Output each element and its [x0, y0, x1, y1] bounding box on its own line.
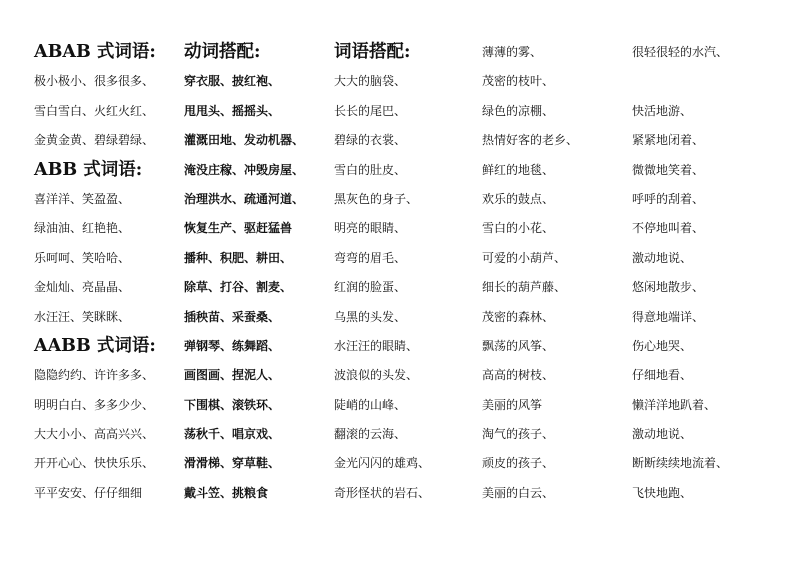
word-line: 滑滑梯、穿草鞋、	[184, 456, 281, 471]
word-line: 不停地叫着、	[632, 221, 705, 236]
word-line: 欢乐的鼓点、	[482, 191, 555, 206]
word-line: 弹钢琴、练舞蹈、	[184, 338, 281, 353]
section-heading-abab: ABAB 式词语:	[34, 42, 156, 62]
word-line: 得意地端详、	[632, 309, 705, 324]
word-line: 细长的葫芦藤、	[482, 280, 567, 295]
word-line: 可爱的小葫芦、	[482, 250, 567, 265]
word-line: 仔细地看、	[632, 368, 693, 383]
word-line: 淘气的孩子、	[482, 427, 555, 442]
column-word-patterns	[34, 38, 156, 508]
word-line: 激动地说、	[632, 427, 693, 442]
word-line: 茂密的森林、	[482, 309, 555, 324]
section-heading-verb-collocations: 动词搭配:	[184, 42, 261, 62]
word-line: 乌黑的头发、	[334, 309, 407, 324]
word-line	[632, 67, 728, 96]
word-line: 茂密的枝叶、	[482, 74, 555, 89]
column-phrase-collocations	[334, 38, 430, 508]
word-line: 乐呵呵、笑哈哈、	[34, 250, 131, 265]
word-line: 红润的脸蛋、	[334, 280, 407, 295]
word-line: 鲜红的地毯、	[482, 162, 555, 177]
word-line: 平平安安、仔仔细细	[34, 485, 143, 500]
word-line: 碧绿的衣裳、	[334, 133, 407, 148]
word-line: 下围棋、滚铁环、	[184, 397, 281, 412]
word-line: 薄薄的雾、	[482, 45, 543, 59]
word-line: 激动地说、	[632, 250, 693, 265]
word-line: 水汪汪的眼睛、	[334, 338, 419, 353]
word-line: 穿衣服、披红袍、	[184, 74, 281, 89]
word-line: 奇形怪状的岩石、	[334, 485, 431, 500]
word-line: 很轻很轻的水汽、	[632, 45, 729, 59]
word-line: 绿油油、红艳艳、	[34, 221, 131, 236]
word-line: 插秧苗、采蚕桑、	[184, 309, 281, 324]
word-line: 快活地游、	[632, 103, 693, 118]
word-line: 悠闲地散步、	[632, 280, 705, 295]
word-line: 呼呼的刮着、	[632, 191, 705, 206]
word-line: 极小极小、很多很多、	[34, 74, 155, 89]
word-line: 金灿灿、亮晶晶、	[34, 280, 131, 295]
word-line: 微微地笑着、	[632, 162, 705, 177]
word-line: 波浪似的头发、	[334, 368, 419, 383]
word-line: 紧紧地闭着、	[632, 133, 705, 148]
word-line: 明亮的眼睛、	[334, 221, 407, 236]
word-line: 顽皮的孩子、	[482, 456, 555, 471]
section-heading-phrase-collocations: 词语搭配:	[334, 42, 411, 62]
word-line: 治理洪水、疏通河道、	[184, 191, 305, 206]
word-line: 水汪汪、笑眯眯、	[34, 309, 131, 324]
word-line: 恢复生产、驱赶猛兽	[184, 221, 293, 236]
column-adverb-phrases	[632, 38, 728, 508]
word-line: 大大小小、高高兴兴、	[34, 427, 155, 442]
word-line: 雪白雪白、火红火红、	[34, 103, 155, 118]
word-line: 隐隐约约、许许多多、	[34, 368, 155, 383]
word-line: 雪白的小花、	[482, 221, 555, 236]
word-line: 金光闪闪的雄鸡、	[334, 456, 431, 471]
word-line: 金黄金黄、碧绿碧绿、	[34, 133, 155, 148]
word-line: 懒洋洋地趴着、	[632, 397, 717, 412]
word-line: 大大的脑袋、	[334, 74, 407, 89]
word-line: 戴斗笠、挑粮食	[184, 485, 269, 500]
word-line: 明明白白、多多少少、	[34, 397, 155, 412]
column-verb-collocations	[184, 38, 304, 508]
word-line: 热情好客的老乡、	[482, 133, 579, 148]
word-line: 长长的尾巴、	[334, 103, 407, 118]
word-line: 雪白的肚皮、	[334, 162, 407, 177]
word-line: 荡秋千、唱京戏、	[184, 427, 281, 442]
word-line: 伤心地哭、	[632, 338, 693, 353]
word-line: 除草、打谷、割麦、	[184, 280, 293, 295]
column-adjective-phrases	[482, 38, 578, 508]
word-line: 陡峭的山峰、	[334, 397, 407, 412]
word-line: 断断续续地流着、	[632, 456, 729, 471]
section-heading-abb: ABB 式词语:	[34, 159, 143, 180]
word-line: 高高的树枝、	[482, 368, 555, 383]
section-heading-aabb: AABB 式词语:	[34, 335, 156, 356]
word-line: 画图画、捏泥人、	[184, 368, 281, 383]
word-line: 飘荡的风筝、	[482, 338, 555, 353]
word-line: 开开心心、快快乐乐、	[34, 456, 155, 471]
word-line: 美丽的风筝	[482, 397, 543, 412]
word-line: 美丽的白云、	[482, 485, 555, 500]
word-line: 翻滚的云海、	[334, 427, 407, 442]
word-line: 喜洋洋、笑盈盈、	[34, 191, 131, 206]
word-line: 绿色的凉棚、	[482, 103, 555, 118]
word-line: 甩甩头、摇摇头、	[184, 103, 281, 118]
word-line: 飞快地跑、	[632, 485, 693, 500]
word-line: 弯弯的眉毛、	[334, 250, 407, 265]
word-line: 灌溉田地、发动机器、	[184, 133, 305, 148]
word-line: 播种、积肥、耕田、	[184, 250, 293, 265]
word-line: 淹没庄稼、冲毁房屋、	[184, 162, 305, 177]
word-line: 黑灰色的身子、	[334, 191, 419, 206]
